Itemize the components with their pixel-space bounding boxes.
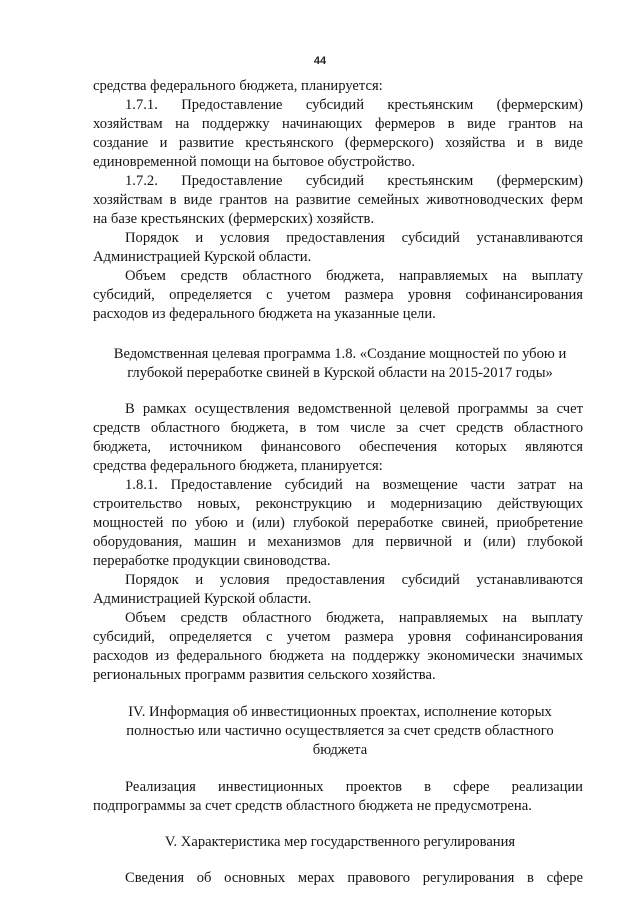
text-line: расходов из федерального бюджета на поддержку экономически значимых <box>93 648 583 664</box>
section-heading: V. Характеристика мер государственного регулирования <box>164 834 516 850</box>
text-line: бюджета, источником финансового обеспечения которых являются <box>93 439 583 455</box>
text-line: средства федерального бюджета, планируется: <box>93 458 383 474</box>
text-line: региональных программ развития сельского хозяйства. <box>93 667 436 683</box>
text-line: создание и развитие крестьянского (фермерского) хозяйства и в виде <box>93 135 583 151</box>
text-line: на базе крестьянских (фермерских) хозяйств. <box>93 211 375 227</box>
text-line: хозяйствам в виде грантов на развитие семейных животноводческих ферм <box>93 192 583 208</box>
text-line: средств областного бюджета, в том числе за счет средств областного <box>93 420 583 436</box>
text-line: оборудования, машин и механизмов для первичной и (или) глубокой <box>93 534 583 550</box>
text-line: Объем средств областного бюджета, направляемых на выплату <box>125 610 583 626</box>
text-line: Порядок и условия предоставления субсидий устанавливаются <box>125 572 583 588</box>
text-line: Объем средств областного бюджета, направляемых на выплату <box>125 268 583 284</box>
text-line: 1.7.2. Предоставление субсидий крестьянским (фермерским) <box>125 173 583 189</box>
text-line: расходов из федерального бюджета на указанные цели. <box>93 306 436 322</box>
section-heading: полностью или частично осуществляется за счет средств областного <box>126 723 554 739</box>
section-heading: Ведомственная целевая программа 1.8. «Создание мощностей по убою и <box>113 346 567 362</box>
text-line: строительство новых, реконструкцию и модернизацию действующих <box>93 496 583 512</box>
text-line: Порядок и условия предоставления субсидий устанавливаются <box>125 230 583 246</box>
text-line: Администрацией Курской области. <box>93 249 312 265</box>
text-line: хозяйствам на поддержку начинающих фермеров в виде грантов на <box>93 116 583 132</box>
section-heading: глубокой переработке свиней в Курской области на 2015-2017 годы» <box>127 365 553 381</box>
text-line: Администрацией Курской области. <box>93 591 312 607</box>
text-line: 1.8.1. Предоставление субсидий на возмещение части затрат на <box>125 477 583 493</box>
page-number: 44 <box>313 55 327 67</box>
text-line: Сведения об основных мерах правового регулирования в сфере <box>125 870 583 886</box>
text-line: переработке продукции свиноводства. <box>93 553 331 569</box>
text-line: Реализация инвестиционных проектов в сфере реализации <box>125 779 583 795</box>
text-line: В рамках осуществления ведомственной целевой программы за счет <box>125 401 583 417</box>
text-line: 1.7.1. Предоставление субсидий крестьянским (фермерским) <box>125 97 583 113</box>
text-line: субсидий, определяется с учетом размера уровня софинансирования <box>93 629 583 645</box>
text-line: субсидий, определяется с учетом размера уровня софинансирования <box>93 287 583 303</box>
section-heading: бюджета <box>312 742 368 758</box>
section-heading: IV. Информация об инвестиционных проектах, исполнение которых <box>128 704 552 720</box>
text-line: средства федерального бюджета, планируется: <box>93 78 383 94</box>
text-line: мощностей по убою и (или) глубокой переработке свиней, приобретение <box>93 515 583 531</box>
text-line: подпрограммы за счет средств областного бюджета не предусмотрена. <box>93 798 532 814</box>
text-line: единовременной помощи на бытовое обустройство. <box>93 154 415 170</box>
